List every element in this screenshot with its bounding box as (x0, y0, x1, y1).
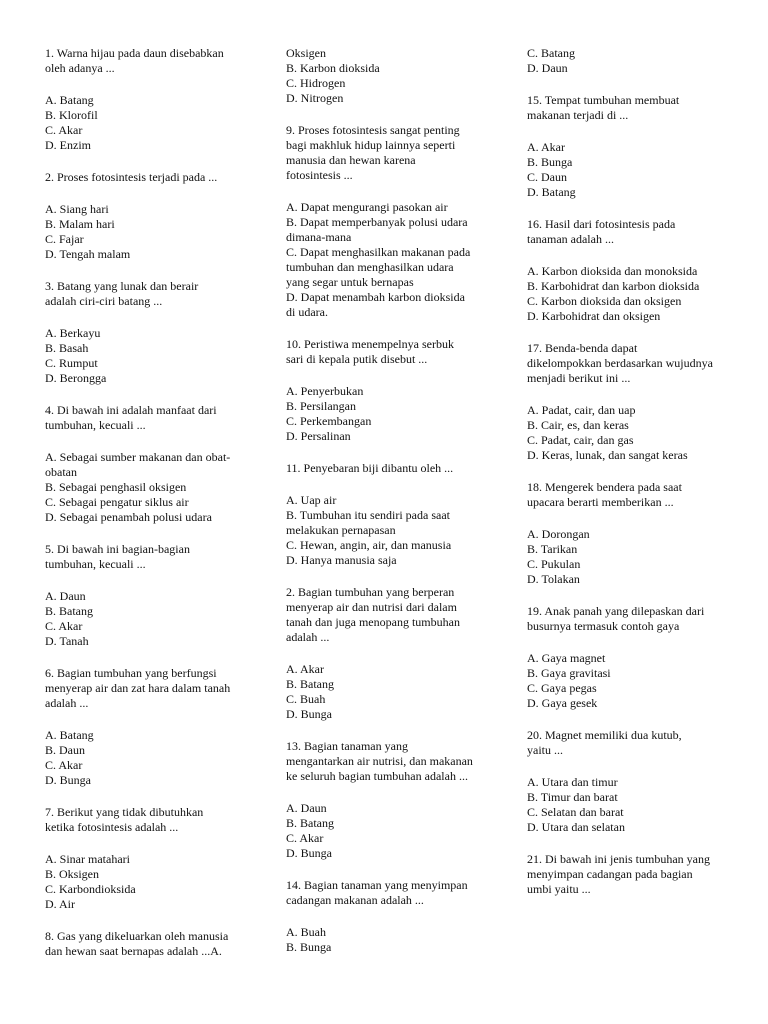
block-spacer (527, 634, 727, 651)
text-line: B. Klorofil (45, 108, 98, 122)
question-block (45, 728, 245, 788)
text-line: C. Akar (45, 758, 83, 772)
text-line: D. Nitrogen (286, 91, 344, 105)
text-line: 13. Bagian tanaman yang (286, 739, 408, 753)
question-block (286, 461, 486, 476)
text-line: tumbuhan, kecuali ... (45, 418, 146, 432)
block-spacer (527, 587, 727, 604)
text-line: B. Gaya gravitasi (527, 666, 611, 680)
text-line: D. Persalinan (286, 429, 351, 443)
block-spacer (45, 711, 245, 728)
block-spacer (527, 510, 727, 527)
text-line: 6. Bagian tumbuhan yang berfungsi (45, 666, 217, 680)
block-spacer (286, 645, 486, 662)
text-line: A. Akar (286, 662, 324, 676)
block-spacer (45, 185, 245, 202)
text-line: D. Hanya manusia saja (286, 553, 397, 567)
text-line: B. Persilangan (286, 399, 356, 413)
text-line: A. Batang (45, 728, 94, 742)
text-line: B. Batang (286, 677, 334, 691)
text-line: yang segar untuk bernapas (286, 275, 414, 289)
block-spacer (527, 835, 727, 852)
text-line: C. Rumput (45, 356, 98, 370)
text-line: cadangan makanan adalah ... (286, 893, 424, 907)
block-spacer (45, 912, 245, 929)
text-line: B. Cair, es, dan keras (527, 418, 629, 432)
text-line: C. Pukulan (527, 557, 581, 571)
question-block (286, 878, 486, 908)
text-line: D. Tolakan (527, 572, 580, 586)
text-line: A. Karbon dioksida dan monoksida (527, 264, 698, 278)
text-line: busurnya termasuk contoh gaya (527, 619, 680, 633)
question-block (527, 341, 727, 386)
text-line: C. Akar (45, 123, 83, 137)
text-line: B. Daun (45, 743, 85, 757)
text-line: C. Karbon dioksida dan oksigen (527, 294, 682, 308)
block-spacer (286, 861, 486, 878)
column-2 (286, 46, 486, 955)
block-spacer (45, 649, 245, 666)
text-line: A. Siang hari (45, 202, 109, 216)
text-line: 8. Gas yang dikeluarkan oleh manusia (45, 929, 229, 943)
text-line: 20. Magnet memiliki dua kutub, (527, 728, 682, 742)
block-spacer (45, 153, 245, 170)
text-line: B. Basah (45, 341, 89, 355)
text-line: 19. Anak panah yang dilepaskan dari (527, 604, 705, 618)
text-line: oleh adanya ... (45, 61, 115, 75)
question-block (286, 493, 486, 568)
column-3 (527, 46, 727, 897)
text-line: 14. Bagian tanaman yang menyimpan (286, 878, 468, 892)
question-block (527, 527, 727, 587)
block-spacer (286, 183, 486, 200)
text-line: manusia dan hewan karena (286, 153, 416, 167)
text-line: D. Tanah (45, 634, 89, 648)
text-line: 5. Di bawah ini bagian-bagian (45, 542, 190, 556)
block-spacer (527, 758, 727, 775)
text-line: C. Selatan dan barat (527, 805, 624, 819)
question-block (527, 93, 727, 123)
text-line: bagi makhluk hidup lainnya seperti (286, 138, 456, 152)
text-line: yaitu ... (527, 743, 563, 757)
text-line: ke seluruh bagian tumbuhan adalah ... (286, 769, 468, 783)
text-line: B. Oksigen (45, 867, 99, 881)
text-line: 2. Proses fotosintesis terjadi pada ... (45, 170, 218, 184)
text-line: C. Akar (45, 619, 83, 633)
text-line: A. Daun (45, 589, 86, 603)
text-line: B. Bunga (527, 155, 573, 169)
text-line: dan hewan saat bernapas adalah ...A. (45, 944, 222, 958)
text-line: B. Malam hari (45, 217, 115, 231)
question-block (527, 728, 727, 758)
text-line: adalah ... (286, 630, 330, 644)
text-line: adalah ciri-ciri batang ... (45, 294, 163, 308)
text-line: B. Dapat memperbanyak polusi udara (286, 215, 468, 229)
text-line: A. Berkayu (45, 326, 101, 340)
text-line: B. Tumbuhan itu sendiri pada saat (286, 508, 450, 522)
question-block (527, 604, 727, 634)
question-block (45, 403, 245, 433)
text-line: obatan (45, 465, 77, 479)
text-line: A. Batang (45, 93, 94, 107)
block-spacer (286, 784, 486, 801)
text-line: melakukan pernapasan (286, 523, 396, 537)
text-line: umbi yaitu ... (527, 882, 591, 896)
text-line: 11. Penyebaran biji dibantu oleh ... (286, 461, 454, 475)
text-line: A. Penyerbukan (286, 384, 364, 398)
text-line: 4. Di bawah ini adalah manfaat dari (45, 403, 217, 417)
block-spacer (527, 200, 727, 217)
text-line: C. Perkembangan (286, 414, 372, 428)
question-block (45, 93, 245, 153)
text-line: tumbuhan dan menghasilkan udara (286, 260, 454, 274)
question-block (527, 403, 727, 463)
text-line: B. Bunga (286, 940, 332, 954)
question-block (527, 46, 727, 76)
block-spacer (286, 476, 486, 493)
text-line: C. Daun (527, 170, 567, 184)
text-line: A. Dapat mengurangi pasokan air (286, 200, 448, 214)
text-line: D. Gaya gesek (527, 696, 598, 710)
block-spacer (45, 525, 245, 542)
question-block (286, 46, 486, 106)
text-line: D. Berongga (45, 371, 107, 385)
block-spacer (527, 711, 727, 728)
question-block (45, 852, 245, 912)
text-line: 18. Mengerek bendera pada saat (527, 480, 682, 494)
question-block (45, 326, 245, 386)
question-block (286, 801, 486, 861)
question-block (527, 651, 727, 711)
text-line: D. Daun (527, 61, 568, 75)
text-line: B. Karbon dioksida (286, 61, 380, 75)
text-line: A. Akar (527, 140, 565, 154)
text-line: D. Sebagai penambah polusi udara (45, 510, 212, 524)
text-line: D. Utara dan selatan (527, 820, 625, 834)
text-line: C. Padat, cair, dan gas (527, 433, 634, 447)
text-line: C. Hidrogen (286, 76, 346, 90)
text-line: C. Fajar (45, 232, 84, 246)
text-line: tumbuhan, kecuali ... (45, 557, 146, 571)
text-line: A. Buah (286, 925, 326, 939)
block-spacer (527, 463, 727, 480)
text-line: B. Sebagai penghasil oksigen (45, 480, 187, 494)
text-line: D. Tengah malam (45, 247, 131, 261)
question-block (45, 450, 245, 525)
text-line: di udara. (286, 305, 328, 319)
block-spacer (527, 247, 727, 264)
text-line: C. Gaya pegas (527, 681, 597, 695)
question-block (286, 384, 486, 444)
block-spacer (45, 262, 245, 279)
text-line: menyimpan cadangan pada bagian (527, 867, 693, 881)
text-line: upacara berarti memberikan ... (527, 495, 674, 509)
text-line: makanan terjadi di ... (527, 108, 629, 122)
question-block (286, 123, 486, 183)
text-line: 9. Proses fotosintesis sangat penting (286, 123, 460, 137)
text-line: C. Akar (286, 831, 324, 845)
question-block (527, 217, 727, 247)
text-line: B. Tarikan (527, 542, 578, 556)
question-block (286, 200, 486, 320)
question-block (286, 925, 486, 955)
text-line: D. Dapat menambah karbon dioksida (286, 290, 465, 304)
text-line: menjadi berikut ini ... (527, 371, 631, 385)
block-spacer (286, 320, 486, 337)
column-1 (45, 46, 245, 959)
text-line: A. Gaya magnet (527, 651, 606, 665)
question-block (527, 852, 727, 897)
text-line: 7. Berikut yang tidak dibutuhkan (45, 805, 204, 819)
text-line: sari di kepala putik disebut ... (286, 352, 428, 366)
question-block (527, 264, 727, 324)
question-block (45, 929, 245, 959)
block-spacer (286, 444, 486, 461)
text-line: fotosintesis ... (286, 168, 353, 182)
text-line: D. Keras, lunak, dan sangat keras (527, 448, 688, 462)
block-spacer (527, 386, 727, 403)
question-block (286, 662, 486, 722)
text-line: menyerap air dan nutrisi dari dalam (286, 600, 457, 614)
question-block (45, 542, 245, 572)
question-block (286, 585, 486, 645)
block-spacer (45, 835, 245, 852)
text-line: A. Uap air (286, 493, 337, 507)
text-line: A. Padat, cair, dan uap (527, 403, 636, 417)
block-spacer (286, 568, 486, 585)
text-line: C. Hewan, angin, air, dan manusia (286, 538, 452, 552)
text-line: D. Karbohidrat dan oksigen (527, 309, 661, 323)
block-spacer (527, 324, 727, 341)
block-spacer (286, 722, 486, 739)
text-line: B. Batang (286, 816, 334, 830)
block-spacer (527, 123, 727, 140)
text-line: 2. Bagian tumbuhan yang berperan (286, 585, 455, 599)
question-block (286, 337, 486, 367)
text-line: C. Sebagai pengatur siklus air (45, 495, 189, 509)
question-block (45, 170, 245, 185)
question-block (45, 202, 245, 262)
text-line: Oksigen (286, 46, 326, 60)
text-line: D. Batang (527, 185, 576, 199)
text-line: C. Buah (286, 692, 326, 706)
block-spacer (45, 433, 245, 450)
text-line: D. Enzim (45, 138, 91, 152)
text-line: 21. Di bawah ini jenis tumbuhan yang (527, 852, 710, 866)
question-block (45, 666, 245, 711)
question-block (45, 805, 245, 835)
text-line: tanah dan juga menopang tumbuhan (286, 615, 460, 629)
text-line: 17. Benda-benda dapat (527, 341, 638, 355)
text-line: 1. Warna hijau pada daun disebabkan (45, 46, 224, 60)
question-block (45, 279, 245, 309)
text-line: mengantarkan air nutrisi, dan makanan (286, 754, 473, 768)
text-line: menyerap air dan zat hara dalam tanah (45, 681, 231, 695)
text-line: 15. Tempat tumbuhan membuat (527, 93, 680, 107)
text-line: C. Batang (527, 46, 575, 60)
text-line: A. Daun (286, 801, 327, 815)
text-line: A. Sebagai sumber makanan dan obat- (45, 450, 231, 464)
block-spacer (286, 106, 486, 123)
text-line: D. Air (45, 897, 75, 911)
text-line: tanaman adalah ... (527, 232, 614, 246)
block-spacer (45, 309, 245, 326)
block-spacer (286, 367, 486, 384)
text-line: dimana-mana (286, 230, 352, 244)
question-block (527, 775, 727, 835)
text-line: B. Timur dan barat (527, 790, 618, 804)
text-line: A. Sinar matahari (45, 852, 130, 866)
text-line: D. Bunga (286, 707, 332, 721)
text-line: 10. Peristiwa menempelnya serbuk (286, 337, 454, 351)
text-line: D. Bunga (286, 846, 332, 860)
text-line: A. Utara dan timur (527, 775, 618, 789)
text-line: C. Karbondioksida (45, 882, 136, 896)
question-block (45, 589, 245, 649)
text-line: B. Batang (45, 604, 93, 618)
block-spacer (45, 572, 245, 589)
question-block (527, 140, 727, 200)
text-line: A. Dorongan (527, 527, 590, 541)
text-line: dikelompokkan berdasarkan wujudnya (527, 356, 713, 370)
text-line: C. Dapat menghasilkan makanan pada (286, 245, 471, 259)
text-line: adalah ... (45, 696, 89, 710)
text-line: D. Bunga (45, 773, 91, 787)
block-spacer (45, 386, 245, 403)
question-block (527, 480, 727, 510)
question-block (286, 739, 486, 784)
question-block (45, 46, 245, 76)
block-spacer (45, 76, 245, 93)
text-line: 3. Batang yang lunak dan berair (45, 279, 199, 293)
block-spacer (45, 788, 245, 805)
text-line: B. Karbohidrat dan karbon dioksida (527, 279, 700, 293)
block-spacer (286, 908, 486, 925)
text-line: ketika fotosintesis adalah ... (45, 820, 179, 834)
block-spacer (527, 76, 727, 93)
text-line: 16. Hasil dari fotosintesis pada (527, 217, 676, 231)
